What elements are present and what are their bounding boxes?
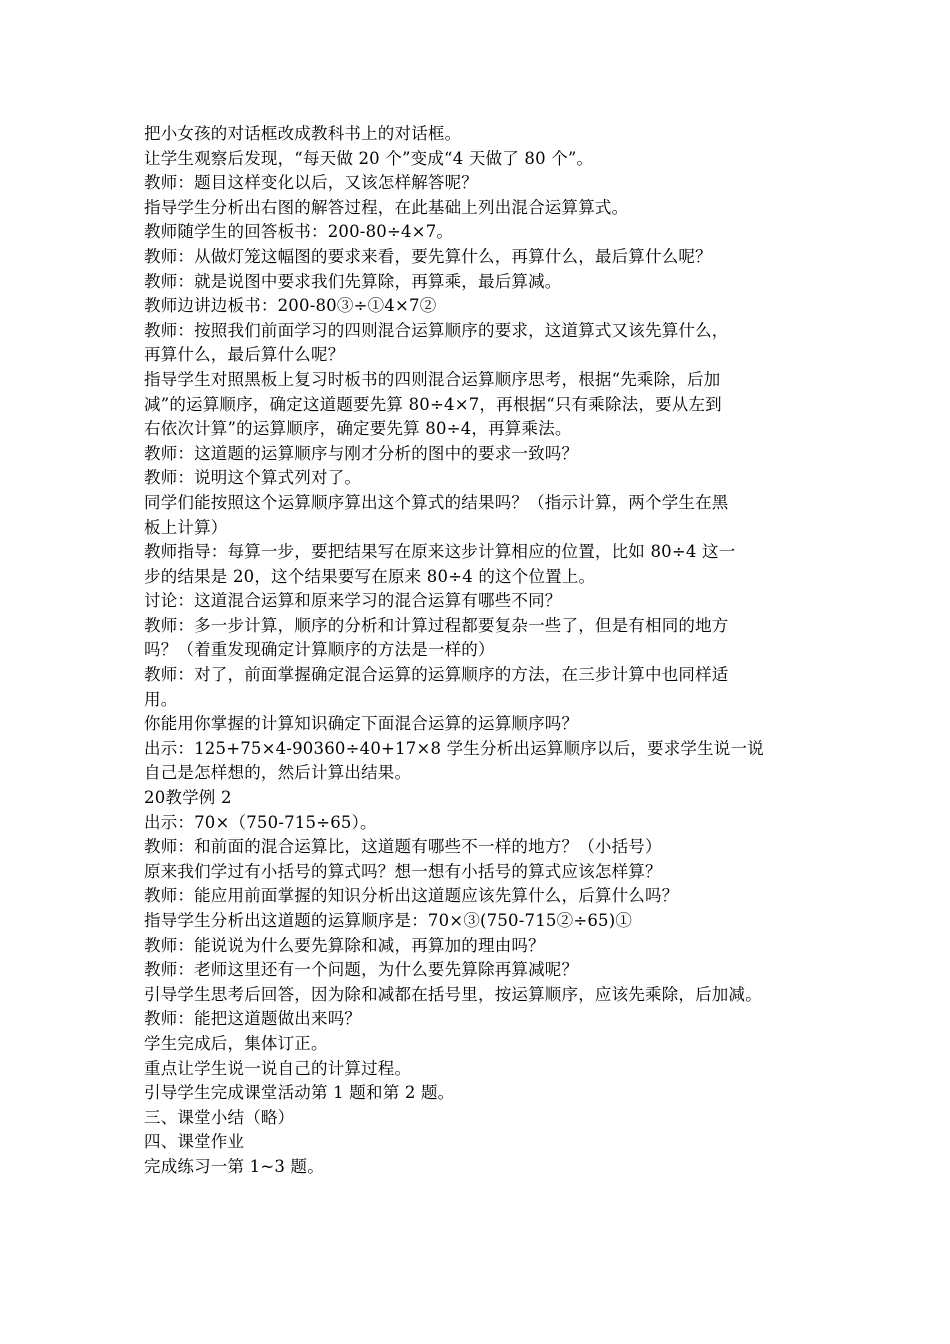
text-line: 重点让学生说一说自己的计算过程。 [144, 1058, 412, 1078]
text-line: 吗？（着重发现确定计算顺序的方法是一样的） [144, 640, 495, 660]
text-line: 教师：老师这里还有一个问题，为什么要先算除再算减呢？ [144, 960, 579, 980]
text-line: 四、课堂作业 [144, 1132, 245, 1152]
text-line: 教师：从做灯笼这幅图的要求来看，要先算什么，再算什么，最后算什么呢？ [144, 246, 712, 266]
text-line: 教师：能把这道题做出来吗？ [144, 1009, 362, 1029]
text-line: 再算什么，最后算什么呢？ [144, 345, 345, 365]
text-line: 教师：多一步计算，顺序的分析和计算过程都要复杂一些了，但是有相同的地方 [144, 615, 729, 635]
text-line: 教师：题目这样变化以后，又该怎样解答呢？ [144, 173, 478, 193]
text-line: 引导学生完成课堂活动第 1 题和第 2 题。 [144, 1083, 455, 1103]
text-line: 教师：能应用前面掌握的知识分析出这道题应该先算什么，后算什么吗？ [144, 886, 679, 906]
text-line: 指导学生分析出右图的解答过程，在此基础上列出混合运算算式。 [144, 197, 629, 217]
text-line: 教师：能说说为什么要先算除和减，再算加的理由吗？ [144, 935, 545, 955]
text-line: 教师：按照我们前面学习的四则混合运算顺序的要求，这道算式又该先算什么， [144, 320, 729, 340]
text-line: 同学们能按照这个运算顺序算出这个算式的结果吗？（指示计算，两个学生在黑 [144, 492, 729, 512]
text-line: 三、课堂小结（略） [144, 1107, 295, 1127]
text-line: 20教学例 2 [144, 788, 232, 808]
text-line: 学生完成后，集体订正。 [144, 1033, 328, 1053]
text-line: 板上计算） [144, 517, 228, 537]
document-body [144, 122, 824, 1180]
text-line: 原来我们学过有小括号的算式吗？想一想有小括号的算式应该怎样算？ [144, 861, 662, 881]
text-line: 教师：就是说图中要求我们先算除，再算乘，最后算减。 [144, 271, 562, 291]
text-line: 出示：70×（750-715÷65）。 [144, 812, 377, 832]
text-line: 教师：对了，前面掌握确定混合运算的运算顺序的方法，在三步计算中也同样适 [144, 665, 729, 685]
text-line: 讨论：这道混合运算和原来学习的混合运算有哪些不同？ [144, 591, 562, 611]
text-line: 指导学生对照黑板上复习时板书的四则混合运算顺序思考，根据“先乘除，后加 [144, 369, 721, 389]
text-line: 右依次计算”的运算顺序，确定要先算 80÷4，再算乘法。 [144, 419, 572, 439]
text-line: 让学生观察后发现，“每天做 20 个”变成“4 天做了 80 个”。 [144, 148, 594, 168]
text-line: 引导学生思考后回答，因为除和减都在括号里，按运算顺序，应该先乘除，后加减。 [144, 984, 762, 1004]
text-line: 教师：说明这个算式列对了。 [144, 468, 362, 488]
text-line: 教师随学生的回答板书：200-80÷4×7。 [144, 222, 454, 242]
text-line: 教师指导：每算一步，要把结果写在原来这步计算相应的位置，比如 80÷4 这一 [144, 542, 736, 562]
text-line: 你能用你掌握的计算知识确定下面混合运算的运算顺序吗？ [144, 714, 579, 734]
text-line: 步的结果是 20，这个结果要写在原来 80÷4 的这个位置上。 [144, 566, 596, 586]
text-line: 把小女孩的对话框改成教科书上的对话框。 [144, 124, 462, 143]
text-line: 教师：和前面的混合运算比，这道题有哪些不一样的地方？（小括号） [144, 837, 662, 857]
text-line: 教师：这道题的运算顺序与刚才分析的图中的要求一致吗？ [144, 443, 579, 463]
text-line: 出示：125+75×4-90360÷40+17×8 学生分析出运算顺序以后，要求学生说一说 [144, 738, 764, 758]
text-line: 用。 [144, 689, 178, 709]
text-line: 完成练习一第 1~3 题。 [144, 1156, 324, 1176]
text-line: 指导学生分析出这道题的运算顺序是：70×③(750-715②÷65)① [144, 911, 633, 930]
text-line: 减”的运算顺序，确定这道题要先算 80÷4×7，再根据“只有乘除法，要从左到 [144, 394, 722, 414]
text-line: 教师边讲边板书：200-80③÷①4×7② [144, 296, 437, 316]
text-line: 自己是怎样想的，然后计算出结果。 [144, 763, 412, 783]
